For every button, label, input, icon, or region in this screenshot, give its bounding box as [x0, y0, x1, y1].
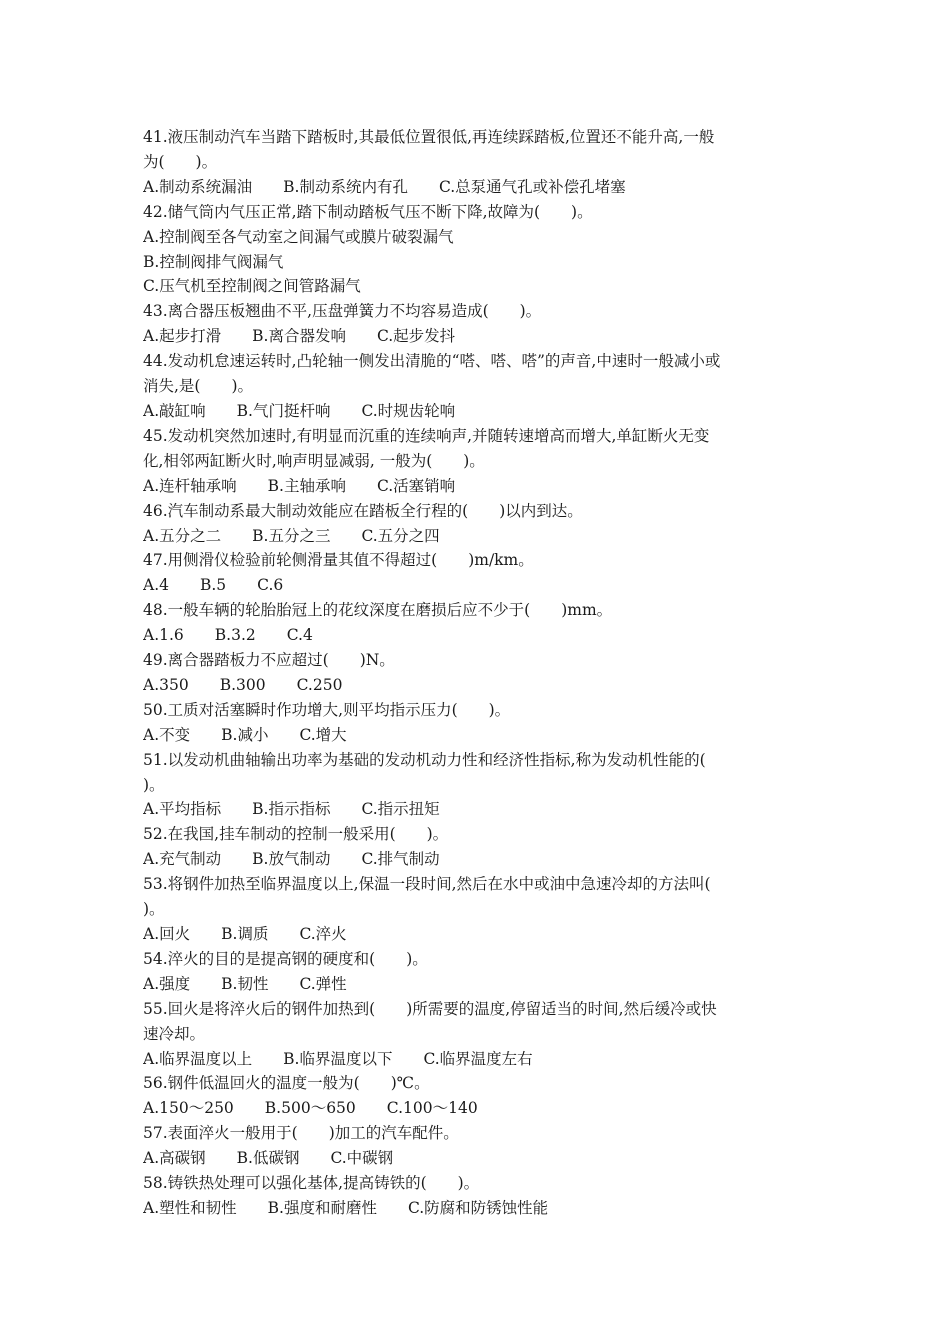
- question-48: 48.一般车辆的轮胎胎冠上的花纹深度在磨损后应不少于( )mm。: [143, 601, 613, 620]
- question-42-option-c: C.压气机至控制阀之间管路漏气: [143, 277, 361, 296]
- question-42-option-a: A.控制阀至各气动室之间漏气或膜片破裂漏气: [143, 227, 454, 246]
- question-51-line-1: 51.以发动机曲轴输出功率为基础的发动机动力性和经济性指标,称为发动机性能的(: [143, 750, 706, 769]
- question-53-line-1: 53.将钢件加热至临界温度以上,保温一段时间,然后在水中或油中急速冷却的方法叫(: [143, 875, 711, 894]
- question-56-options: A.150～250 B.500～650 C.100～140: [143, 1099, 478, 1118]
- question-43: 43.离合器压板翘曲不平,压盘弹簧力不均容易造成( )。: [143, 302, 542, 321]
- question-45-line-1: 45.发动机突然加速时,有明显而沉重的连续响声,并随转速增高而增大,单缸断火无变: [143, 426, 710, 445]
- question-51-line-2: )。: [143, 775, 165, 794]
- question-47: 47.用侧滑仪检验前轮侧滑量其值不得超过( )m/km。: [143, 551, 534, 570]
- question-58: 58.铸铁热处理可以强化基体,提高铸铁的( )。: [143, 1174, 480, 1193]
- question-58-options: A.塑性和韧性 B.强度和耐磨性 C.防腐和防锈蚀性能: [143, 1198, 549, 1217]
- question-45-line-2: 化,相邻两缸断火时,响声明显减弱, 一般为( )。: [143, 451, 485, 470]
- question-46: 46.汽车制动系最大制动效能应在踏板全行程的( )以内到达。: [143, 501, 583, 520]
- question-41-line-2: 为( )。: [143, 152, 218, 171]
- question-56: 56.钢件低温回火的温度一般为( )℃。: [143, 1074, 430, 1093]
- question-41-line-1: 41.液压制动汽车当踏下踏板时,其最低位置很低,再连续踩踏板,位置还不能升高,一般: [143, 128, 715, 146]
- question-51-options: A.平均指标 B.指示指标 C.指示扭矩: [143, 800, 440, 819]
- question-48-options: A.1.6 B.3.2 C.4: [143, 626, 313, 645]
- question-50-options: A.不变 B.减小 C.增大: [143, 725, 347, 744]
- question-41-options: A.制动系统漏油 B.制动系统内有孔 C.总泵通气孔或补偿孔堵塞: [143, 177, 626, 196]
- question-42-option-b: B.控制阀排气阀漏气: [143, 252, 284, 271]
- question-57-options: A.高碳钢 B.低碳钢 C.中碳钢: [143, 1149, 394, 1168]
- question-52-options: A.充气制动 B.放气制动 C.排气制动: [143, 850, 440, 869]
- question-44-line-1: 44.发动机怠速运转时,凸轮轴一侧发出清脆的“嗒、嗒、嗒”的声音,中速时一般减小或: [143, 352, 721, 371]
- question-44-line-2: 消失,是( )。: [143, 377, 254, 396]
- question-50: 50.工质对活塞瞬时作功增大,则平均指示压力( )。: [143, 700, 511, 719]
- question-52: 52.在我国,挂车制动的控制一般采用( )。: [143, 825, 449, 844]
- question-49-options: A.350 B.300 C.250: [143, 675, 343, 694]
- question-46-options: A.五分之二 B.五分之三 C.五分之四: [143, 526, 440, 545]
- question-53-line-2: )。: [143, 900, 165, 919]
- question-55-options: A.临界温度以上 B.临界温度以下 C.临界温度左右: [143, 1049, 533, 1068]
- question-44-options: A.敲缸响 B.气门挺杆响 C.时规齿轮响: [143, 401, 456, 420]
- question-42: 42.储气筒内气压正常,踏下制动踏板气压不断下降,故障为( )。: [143, 202, 593, 221]
- question-55-line-1: 55.回火是将淬火后的钢件加热到( )所需要的温度,停留适当的时间,然后缓冷或快: [143, 999, 717, 1018]
- question-53-options: A.回火 B.调质 C.淬火: [143, 925, 347, 943]
- question-43-options: A.起步打滑 B.离合器发响 C.起步发抖: [143, 327, 456, 346]
- question-54: 54.淬火的目的是提高钢的硬度和( )。: [143, 949, 428, 968]
- question-55-line-2: 速冷却。: [143, 1024, 206, 1043]
- question-54-options: A.强度 B.韧性 C.弹性: [143, 974, 347, 993]
- document-page: [143, 125, 811, 1221]
- question-57: 57.表面淬火一般用于( )加工的汽车配件。: [143, 1124, 459, 1143]
- question-49: 49.离合器踏板力不应超过( )N。: [143, 651, 395, 670]
- question-45-options: A.连杆轴承响 B.主轴承响 C.活塞销响: [143, 476, 456, 495]
- question-47-options: A.4 B.5 C.6: [143, 576, 284, 595]
